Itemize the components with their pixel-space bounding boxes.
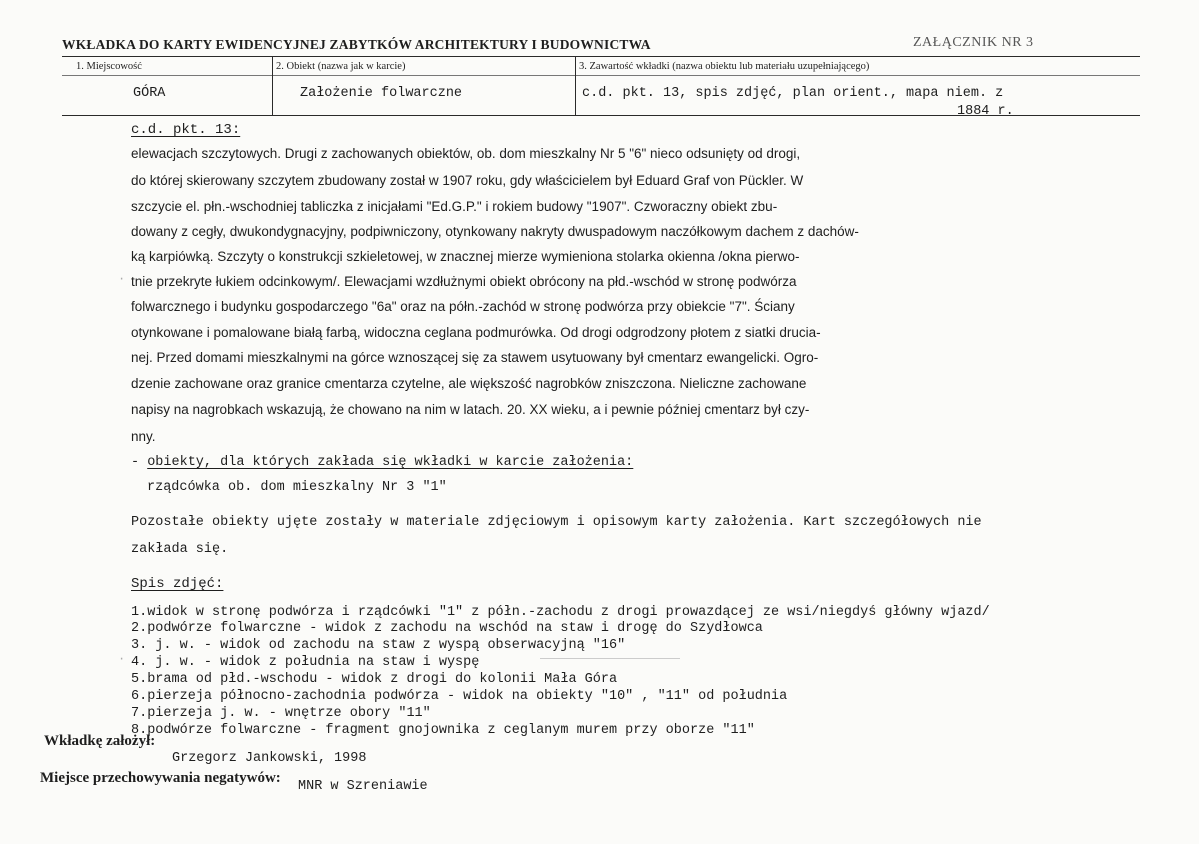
scan-mark: · xyxy=(118,272,126,286)
column-divider-1 xyxy=(272,56,273,115)
form-title: WKŁADKA DO KARTY EWIDENCYJNEJ ZABYTKÓW ARCHITEKTURY I BUDOWNICTWA xyxy=(62,37,651,52)
created-by-label: Wkładkę założył: xyxy=(44,733,156,749)
table-top-border xyxy=(62,56,1140,57)
storage-label: Miejsce przechowywania negatywów: xyxy=(40,770,281,786)
paragraph-line: elewacjach szczytowych. Drugi z zachowanych obiektów, ob. dom mieszkalny Nr 5 "6" nieco odsunięty od drogi, xyxy=(131,146,801,161)
paragraph-line: otynkowane i pomalowane białą farbą, widoczna ceglana podmurówka. Od drogi odgrodzony płotem z siatki drucia- xyxy=(131,325,821,340)
table-header-divider xyxy=(62,75,1140,76)
paragraph-line: ką karpiówką. Szczyty o konstrukcji szkieletowej, w znacznej mierze wymieniona stolarka okienna /okna pierwo- xyxy=(131,249,800,264)
photo-list-item: 5.brama od płd.-wschodu - widok z drogi do kolonii Mała Góra xyxy=(131,672,618,687)
objects-heading xyxy=(131,455,633,470)
objects-item: rządcówka ob. dom mieszkalny Nr 3 "1" xyxy=(147,480,447,495)
column-label-object: 2. Obiekt (nazwa jak w karcie) xyxy=(276,61,406,72)
paragraph-line: dzenie zachowane oraz granice cmentarza czytelne, ale większość nagrobków zniszczona. Nieliczne zachowane xyxy=(131,376,807,391)
photo-list-item: 1.widok w stronę podwórza i rządcówki "1" z półn.-zachodu z drogi prowazdącej ze wsi/niegdyś główny wjazd/ xyxy=(131,605,990,620)
storage-value: MNR w Szreniawie xyxy=(298,779,428,794)
photo-list-item: 3. j. w. - widok od zachodu na staw z wyspą obserwacyjną "16" xyxy=(131,638,626,653)
scan-mark: · xyxy=(118,652,126,666)
object-value: Założenie folwarczne xyxy=(300,86,463,101)
column-divider-2 xyxy=(575,56,576,115)
paragraph-line: nej. Przed domami mieszkalnymi na górce wznoszącej się za stawem usytuowany był cmentarz ewangelicki. Ogro- xyxy=(131,350,819,365)
photo-list-item: 8.podwórze folwarczne - fragment gnojownika z ceglanym murem przy oborze "11" xyxy=(131,723,755,738)
photo-list-item: 2.podwórze folwarczne - widok z zachodu na wschód na staw i drogę do Szydłowca xyxy=(131,621,763,636)
remaining-note-line: zakłada się. xyxy=(131,542,229,557)
paragraph-line: do której skierowany szczytem zbudowany został w 1907 roku, gdy właścicielem był Eduard Graf von Pückler. W xyxy=(131,173,804,188)
paragraph-line: nny. xyxy=(131,429,156,444)
column-label-locality: 1. Miejscowość xyxy=(76,61,142,72)
content-value-continued: 1884 r. xyxy=(957,104,1014,119)
content-value: c.d. pkt. 13, spis zdjęć, plan orient., mapa niem. z xyxy=(582,86,1004,101)
column-label-content: 3. Zawartość wkładki (nazwa obiektu lub materiału uzupełniającego) xyxy=(579,61,870,72)
paragraph-line: dowany z cegły, dwukondygnacyjny, podpiwniczony, otynkowany nakryty dwuspadowym naczółkowym dachem z dachów- xyxy=(131,224,859,239)
photo-list-item: 6.pierzeja północno-zachodnia podwórza - widok na obiekty "10" , "11" od południa xyxy=(131,689,788,704)
paragraph-line: folwarcznego i budynku gospodarczego "6a" oraz na półn.-zachód w stronę podwórza przy obiekcie "7". Ściany xyxy=(131,299,795,314)
remaining-note-line: Pozostałe obiekty ujęte zostały w materiale zdjęciowym i opisowym karty założenia. Kart szczegółowych nie xyxy=(131,515,982,530)
created-by-value: Grzegorz Jankowski, 1998 xyxy=(172,751,367,766)
photo-list-item: 7.pierzeja j. w. - wnętrze obory "11" xyxy=(131,706,431,721)
attachment-number: ZAŁĄCZNIK NR 3 xyxy=(913,35,1034,50)
objects-heading-dash: - xyxy=(131,455,148,470)
paragraph-line: szczycie el. płn.-wschodniej tabliczka z inicjałami "Ed.G.P." i rokiem budowy "1907". Czworaczny obiekt zbu- xyxy=(131,199,778,214)
section-heading: c.d. pkt. 13: xyxy=(131,122,241,138)
photo-list-item: 4. j. w. - widok z południa na staw i wyspę xyxy=(131,655,480,670)
paragraph-line: napisy na nagrobkach wskazują, że chowano na nim w latach. 20. XX wieku, a i pewnie później cmentarz był czy- xyxy=(131,402,810,417)
photos-heading: Spis zdjęć: xyxy=(131,576,224,592)
objects-heading-text: obiekty, dla których zakłada się wkładki w karcie założenia: xyxy=(147,455,634,470)
paragraph-line: tnie przekryte łukiem odcinkowym/. Elewacjami wzdłużnymi obiekt obrócony na płd.-wschód w stronę podwórza xyxy=(131,274,797,289)
scan-mark xyxy=(540,658,680,659)
locality-value: GÓRA xyxy=(133,86,166,101)
